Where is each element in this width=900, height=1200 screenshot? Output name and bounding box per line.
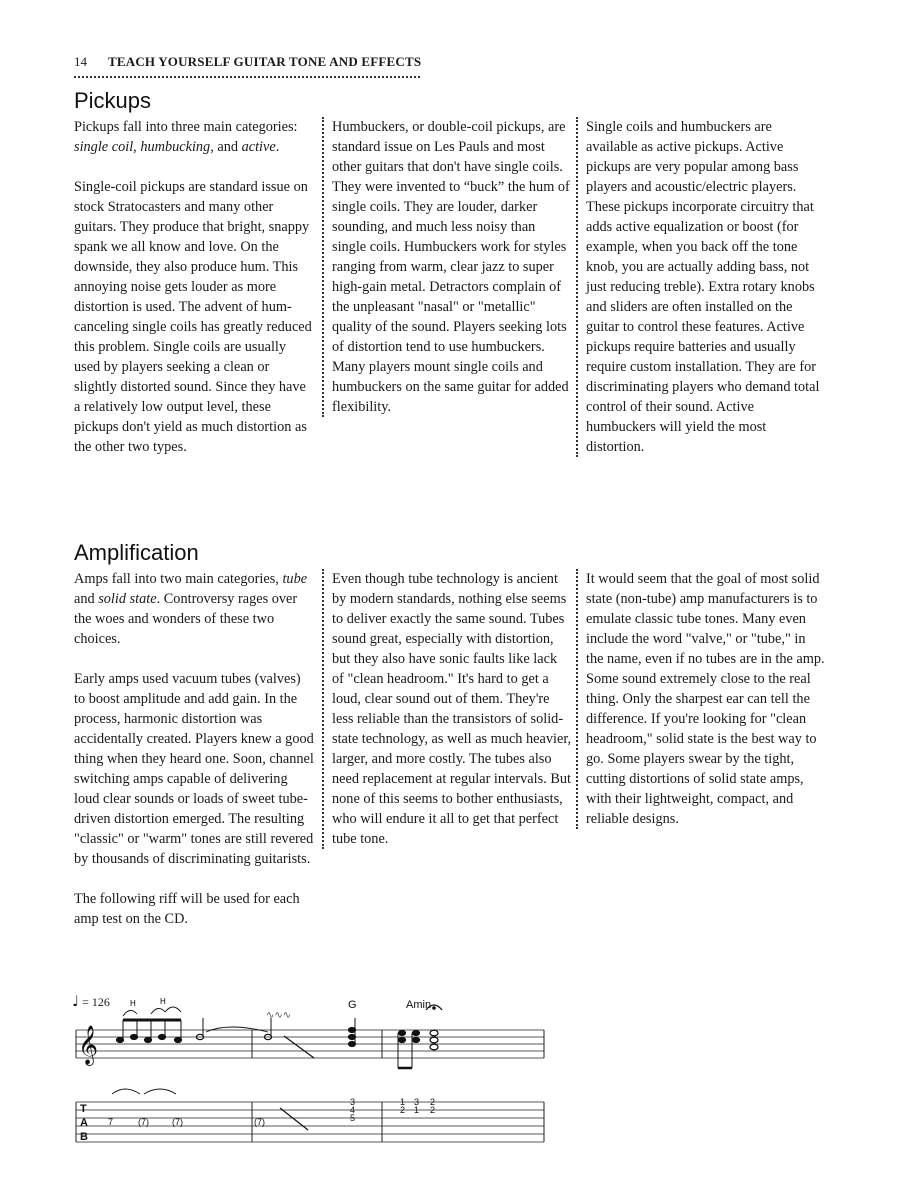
pickups-column-1: [74, 117, 314, 457]
chord-label-amin: Amin: [406, 999, 432, 1011]
treble-clef-icon: 𝄞: [78, 1025, 99, 1065]
tab-fret-number: 4: [350, 1105, 356, 1115]
text-run: and: [74, 591, 99, 607]
section-title-pickups: Pickups: [74, 88, 152, 113]
amplification-column-2: [322, 569, 572, 849]
tab-letter-b: B: [80, 1131, 88, 1143]
text-run: Amps fall into two main categories,: [74, 571, 283, 587]
tab-fret-number: 5: [350, 1113, 356, 1123]
amplification-paragraph: [74, 569, 314, 649]
tab-fret-number: 7: [108, 1117, 114, 1127]
text-run: . Controversy rages over the woes and wonders of these two choices.: [74, 591, 298, 647]
hammer-on-label: H: [130, 999, 136, 1008]
amplification-paragraph: The following riff will be used for each amp test on the CD.: [74, 891, 300, 927]
section-title-amplification: Amplification: [74, 540, 199, 565]
amplification-column-1: [74, 569, 314, 929]
tab-fret-number: 3: [414, 1097, 420, 1107]
amplification-paragraph: Even though tube technology is ancient by modern standards, nothing else seems to deliver exactly the same sound. Tubes sound great, especially with distortion, but they also have sonic faults like lack of "clean headroom." It's hard to get a loud, clear sound out of them. They're less reliable than the transistors of solid-state technology, as well as much heavier, larger, and more costly. The tubes also need replacement at regular intervals. But none of this seems to bother enthusiasts, who will endure it all to get that perfect tube tone.: [332, 571, 572, 847]
tab-fret-number: (7): [138, 1117, 149, 1127]
text-run: , and: [210, 139, 242, 155]
text-run: ,: [133, 139, 141, 155]
page-number: 14: [74, 54, 87, 69]
tab-fret-number: (7): [172, 1117, 183, 1127]
hammer-on-label: H: [160, 997, 166, 1006]
riff-notation: [68, 984, 548, 1164]
chord-label-g: G: [348, 999, 357, 1011]
pickups-paragraph: [74, 117, 314, 157]
chord-amin-notes: [398, 1030, 438, 1068]
measure-2-notes: [264, 1018, 314, 1058]
tab-fret-number: 1: [414, 1105, 420, 1115]
pickups-column-3: [576, 117, 826, 457]
term-single-coil: single coil: [74, 139, 134, 155]
pickups-paragraph: Humbuckers, or double-coil pickups, are standard issue on Les Pauls and most other guitars that don't have single coils. They were invented to “buck” the hum of single coils. They are louder, darker sounding, and much less noisy than single coils. Humbuckers work for styles ranging from warm, clear jazz to super high-gain metal. Detractors complain of the unpleasant "nasal" or "metallic" quality of the sound. Players seeking lots of distortion tend to use humbuckers. Many players mount single coils and humbuckers on the same guitar for added flexibility.: [332, 119, 570, 415]
running-head: [74, 52, 420, 78]
term-solid-state: solid state: [98, 591, 157, 607]
term-tube: tube: [282, 571, 308, 587]
amplification-paragraph: It would seem that the goal of most solid state (non-tube) amp manufacturers is to emulate classic tube tones. Many even include the word "valve," or "tube," in the name, even if no tubes are in the amp. Some sound extremely close to the real thing. Only the sharpest ear can tell the difference. If you're looking for "clean headroom," solid state is the best way to go. Some players swear by the tight, cutting distortions of solid state amps, with their lightweight, compact, and reliable designs.: [586, 571, 825, 827]
chord-g-notes: [348, 1018, 355, 1047]
tab-letter-t: T: [80, 1103, 87, 1115]
term-humbucking: humbucking: [140, 139, 211, 155]
tab-fret-number: (7): [254, 1117, 265, 1127]
tab-fret-number: 2: [400, 1105, 406, 1115]
text-run: .: [275, 139, 280, 155]
pickups-column-2: [322, 117, 572, 417]
quarter-note-icon: ♩: [72, 992, 80, 1010]
amplification-column-3: [576, 569, 826, 829]
tab-fret-number: 3: [350, 1097, 356, 1107]
tempo-value: = 126: [79, 995, 110, 1009]
tab-letter-a: A: [80, 1117, 88, 1129]
tab-fret-number: 2: [430, 1105, 436, 1115]
amplification-paragraph: Early amps used vacuum tubes (valves) to boost amplitude and add gain. In the process, harmonic distortion was accidentally created. Players knew a good thing when they heard one. Soon, channel switching amps capable of delivering loud clear sounds or loads of sweet tube-driven distortion emerged. The resulting "classic" or "warm" tones are still revered by thousands of discriminating guitarists.: [74, 671, 314, 867]
staff-lines: [76, 1030, 544, 1058]
tab-clef: [80, 1103, 88, 1143]
text-run: Pickups fall into three main categories:: [74, 119, 298, 135]
tab-fret-number: 2: [430, 1097, 436, 1107]
vibrato-mark: ∿∿∿: [266, 1010, 292, 1021]
pickups-paragraph: Single coils and humbuckers are available as active pickups. Active pickups are very popular among bass players and acoustic/electric players. These pickups incorporate circuitry that adds active equalization or boost (for example, when you back off the tone knob, you are actually adding bass, not just reducing treble). Extra rotary knobs and sliders are often installed on the guitar to control these features. Active pickups require batteries and usually require custom installation. They are for discriminating players who demand total control of their sound. Active humbuckers will yield the most distortion.: [586, 119, 820, 455]
tab-fret-number: 1: [400, 1097, 406, 1107]
pickups-paragraph: Single-coil pickups are standard issue on stock Stratocasters and many other guitars. They produce that bright, snappy spank we all know and love. On the downside, they also produce hum. This annoying noise gets louder as more distortion is used. The advent of hum-canceling single coils has greatly reduced this problem. Single coils are usually used by players seeking a clean or slightly distorted sound. Since they have a relatively low output level, these pickups don't yield as much distortion as the other two types.: [74, 179, 312, 455]
tab-numbers: [108, 1097, 435, 1127]
term-active: active: [241, 139, 276, 155]
book-title: TEACH YOURSELF GUITAR TONE AND EFFECTS: [108, 54, 422, 69]
